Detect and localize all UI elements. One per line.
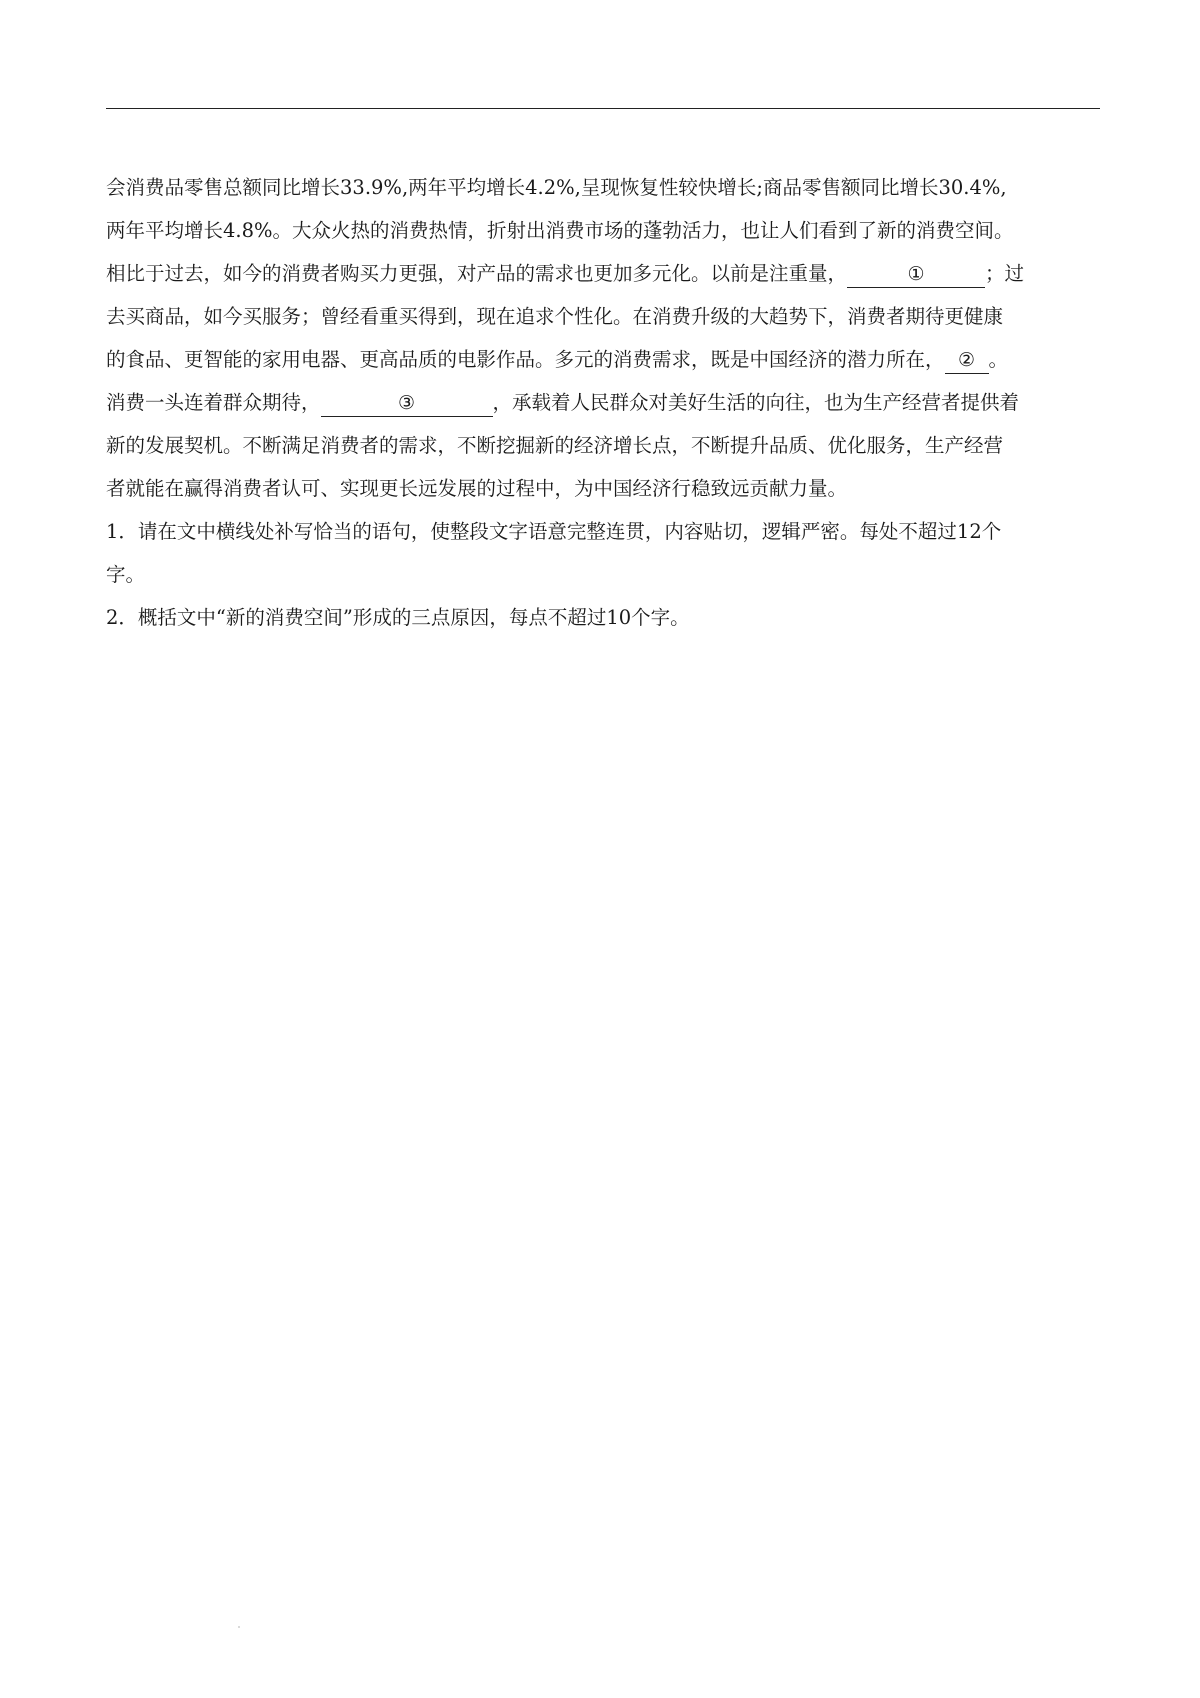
passage-line-3 (106, 252, 1100, 295)
passage-line-7: 新的发展契机。不断满足消费者的需求，不断挖掘新的经济增长点，不断提升品质、优化服务，生产经营 (106, 434, 1004, 457)
question-2: 2．概括文中“新的消费空间”形成的三点原因，每点不超过10个字。 (106, 606, 690, 629)
passage-text: 的食品、更智能的家用电器、更高品质的电影作品。多元的消费需求，既是中国经济的潜力所在， (106, 348, 945, 371)
passage-line-4: 去买商品，如今买服务；曾经看重买得到，现在追求个性化。在消费升级的大趋势下，消费者期待更健康 (106, 305, 1004, 328)
passage-line-5 (106, 338, 1100, 381)
passage-text: 。 (988, 348, 1009, 371)
question-1-line-1: 1．请在文中横线处补写恰当的语句，使整段文字语意完整连贯，内容贴切，逻辑严密。每处不超过12个 (106, 520, 1002, 543)
passage-line-2: 两年平均增长4.8%。大众火热的消费热情，折射出消费市场的蓬勃活力，也让人们看到了新的消费空间。 (106, 219, 1014, 242)
passage-line-6 (106, 381, 1100, 424)
fill-blank-3[interactable]: ③ (321, 390, 493, 417)
header-rule (106, 108, 1100, 109)
passage-line-1: 会消费品零售总额同比增长33.9%,两年平均增长4.2%,呈现恢复性较快增长;商品零售额同比增长30.4%, (106, 176, 1007, 199)
passage-text: 消费一头连着群众期待， (106, 391, 321, 414)
fill-blank-1[interactable]: ① (847, 261, 985, 288)
passage-line-8: 者就能在赢得消费者认可、实现更长远发展的过程中，为中国经济行稳致远贡献力量。 (106, 477, 848, 500)
scan-speck (238, 1626, 240, 1628)
document-body (106, 166, 1100, 639)
passage-text: ，承载着人民群众对美好生活的向往，也为生产经营者提供着 (492, 391, 1020, 414)
question-1-line-2: 字。 (106, 563, 146, 586)
passage-text: ；过 (985, 262, 1025, 285)
fill-blank-2[interactable]: ② (945, 347, 989, 374)
passage-text: 相比于过去，如今的消费者购买力更强，对产品的需求也更加多元化。以前是注重量， (106, 262, 848, 285)
